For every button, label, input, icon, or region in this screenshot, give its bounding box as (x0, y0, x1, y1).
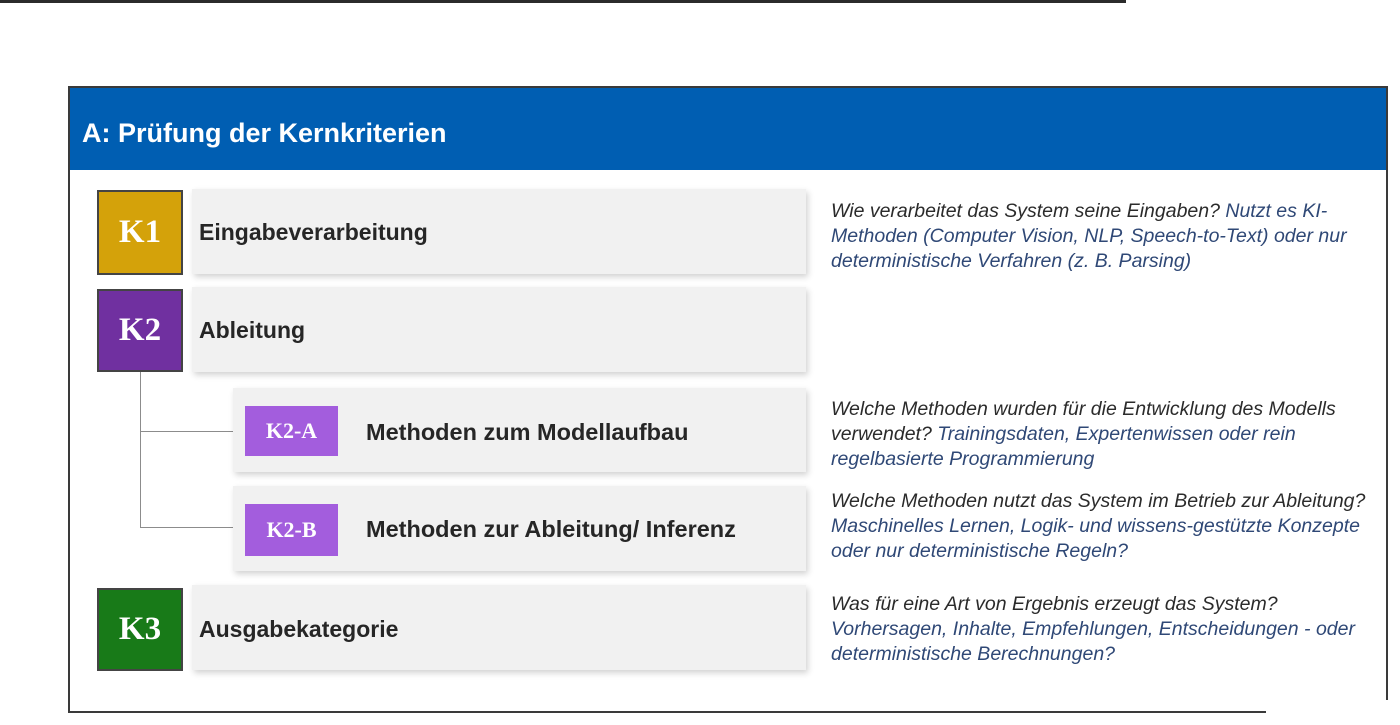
badge-k2a: K2-A (245, 406, 338, 456)
desc-k1-hint: Nutzt es KI-Methoden (Computer Vision, NLP, Speech-to-Text) oder nur deterministische Verfahren (z. B. Parsing) (831, 200, 1347, 272)
desc-k2b (831, 489, 1371, 564)
desc-k3-question: Was für eine Art von Ergebnis erzeugt das System? (831, 593, 1278, 615)
label-k1: Eingabeverarbeitung (199, 219, 428, 245)
label-k3: Ausgabekategorie (199, 616, 399, 642)
badge-k2: K2 (97, 289, 183, 372)
label-k2b: Methoden zur Ableitung/ Inferenz (366, 516, 736, 542)
connector-vertical (140, 372, 141, 528)
badge-k2b: K2-B (245, 504, 338, 556)
connector-k2b (140, 527, 245, 528)
corner-mask (1266, 700, 1400, 725)
panel-header (70, 88, 1386, 170)
panel-title: A: Prüfung der Kernkriterien (82, 118, 447, 148)
connector-k2a (140, 431, 245, 432)
top-divider (0, 0, 1126, 3)
desc-k1 (831, 199, 1371, 274)
desc-k2b-hint: Maschinelles Lernen, Logik- und wissens-gestützte Konzepte oder nur deterministische Regeln? (831, 515, 1360, 562)
desc-k2a-hint: Trainingsdaten, Expertenwissen oder rein regelbasierte Programmierung (831, 423, 1296, 470)
badge-k1: K1 (97, 190, 183, 275)
desc-k2a (831, 397, 1371, 472)
desc-k2b-question: Welche Methoden nutzt das System im Betrieb zur Ableitung? (831, 490, 1366, 512)
desc-k3 (831, 592, 1371, 667)
desc-k3-hint: Vorhersagen, Inhalte, Empfehlungen, Entscheidungen - oder deterministische Berechnungen? (831, 618, 1355, 665)
desc-k1-question: Wie verarbeitet das System seine Eingaben? (831, 200, 1220, 222)
desc-k2a-question: Welche Methoden wurden für die Entwicklung des Modells verwendet? (831, 398, 1336, 445)
badge-k3: K3 (97, 588, 183, 671)
label-k2a: Methoden zum Modellaufbau (366, 419, 689, 445)
label-k2: Ableitung (199, 317, 306, 343)
